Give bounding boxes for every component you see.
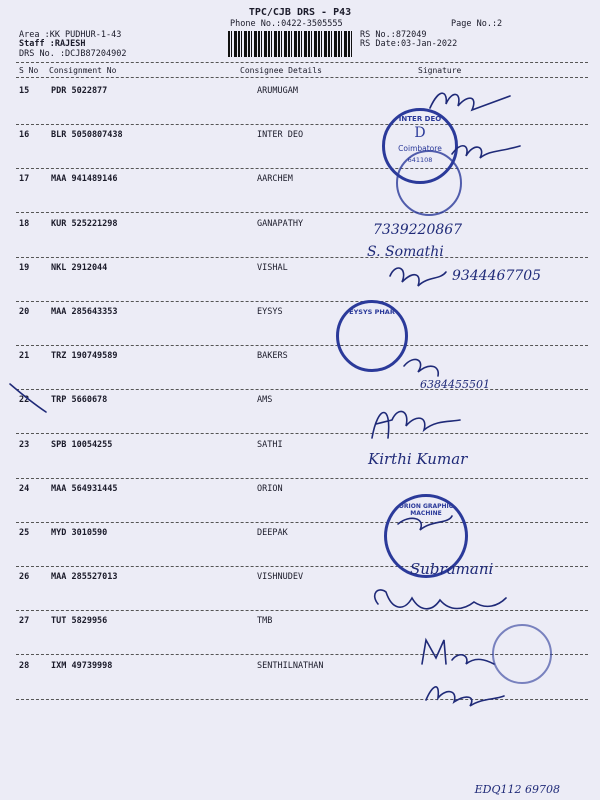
serial-number: 16 bbox=[19, 130, 30, 140]
consignee-name: VISHNUDEV bbox=[257, 572, 304, 582]
stamp-city: Coimbatore bbox=[398, 144, 442, 153]
consignee-name: AARCHEM bbox=[257, 174, 293, 184]
serial-number: 28 bbox=[19, 661, 30, 671]
bottom-reference: EDQ112 69708 bbox=[474, 783, 560, 796]
signature-visbal bbox=[390, 268, 446, 286]
consignee-name: GANAPATHY bbox=[257, 219, 304, 229]
handwritten-phone: 7339220867 bbox=[373, 222, 463, 238]
signature-ams bbox=[372, 411, 460, 438]
consignee-name: ORION bbox=[257, 484, 283, 494]
rs-number: RS No.:872049 bbox=[360, 30, 427, 40]
consignment-number: TUT 5829956 bbox=[51, 616, 108, 626]
consignment-number: IXM 49739998 bbox=[51, 661, 113, 671]
signature-orion bbox=[398, 516, 452, 530]
col-signature: Signature bbox=[418, 66, 462, 75]
consignee-name: SENTHILNATHAN bbox=[257, 661, 324, 671]
area-label: Area :KK PUDHUR-1-43 bbox=[19, 30, 122, 40]
col-consignment: Consignment No bbox=[49, 66, 117, 75]
serial-number: 23 bbox=[19, 440, 30, 450]
consignment-number: MAA 285643353 bbox=[51, 307, 118, 317]
serial-number: 18 bbox=[19, 219, 30, 229]
consignee-name: SATHI bbox=[257, 440, 283, 450]
serial-number: 27 bbox=[19, 616, 30, 626]
serial-number: 15 bbox=[19, 86, 30, 96]
consignment-number: MYD 3010590 bbox=[51, 528, 108, 538]
page-number: Page No.:2 bbox=[451, 19, 503, 29]
staff-label: Staff :RAJESH bbox=[19, 39, 86, 49]
serial-number: 20 bbox=[19, 307, 30, 317]
stamp-text: INTER DEO bbox=[398, 115, 442, 123]
signature-arumugam bbox=[430, 93, 510, 110]
drs-number: DRS No. :DCJB87204902 bbox=[19, 49, 127, 59]
consignee-name: INTER DEO bbox=[257, 130, 304, 140]
signature-vishnudev bbox=[375, 590, 506, 609]
margin-mark bbox=[10, 384, 46, 412]
handwritten-phone: 9344467705 bbox=[452, 268, 542, 284]
consignment-number: MAA 941489146 bbox=[51, 174, 118, 184]
serial-number: 17 bbox=[19, 174, 30, 184]
signature-interdeo bbox=[452, 146, 520, 158]
consignment-number: MAA 564931445 bbox=[51, 484, 118, 494]
consignment-number: MAA 285527013 bbox=[51, 572, 118, 582]
handwritten-phone: 6384455501 bbox=[420, 378, 490, 391]
phone-number: Phone No.:0422-3505555 bbox=[230, 19, 343, 29]
consignment-number: TRZ 190749589 bbox=[51, 351, 118, 361]
consignee-name: ARUMUGAM bbox=[257, 86, 298, 96]
serial-number: 22 bbox=[19, 395, 30, 405]
consignee-name: BAKERS bbox=[257, 351, 288, 361]
consignment-number: NKL 2912044 bbox=[51, 263, 108, 273]
consignment-number: PDR 5022877 bbox=[51, 86, 108, 96]
consignee-name: EYSYS bbox=[257, 307, 283, 317]
handwritten-name: Subramani bbox=[410, 560, 494, 578]
serial-number: 21 bbox=[19, 351, 30, 361]
signature-tmb bbox=[422, 640, 494, 664]
document-title: TPC/CJB DRS - P43 bbox=[248, 7, 352, 18]
consignment-number: KUR 525221298 bbox=[51, 219, 118, 229]
consignment-number: TRP 5660678 bbox=[51, 395, 108, 405]
serial-number: 24 bbox=[19, 484, 30, 494]
serial-number: 19 bbox=[19, 263, 30, 273]
stamp-letter: D bbox=[414, 125, 426, 141]
consignee-name: AMS bbox=[257, 395, 273, 405]
stamp-text: EYSYS PHAR bbox=[349, 308, 395, 316]
col-sno: S No bbox=[19, 66, 39, 75]
handwritten-name: Kirthi Kumar bbox=[368, 450, 468, 468]
consignee-name: TMB bbox=[257, 616, 273, 626]
consignee-name: DEEPAK bbox=[257, 528, 288, 538]
stamp-text: ORION GRAPHIC MACHINE bbox=[398, 503, 454, 517]
serial-number: 26 bbox=[19, 572, 30, 582]
col-consignee: Consignee Details bbox=[240, 66, 322, 75]
signature-bakers bbox=[404, 359, 438, 376]
consignee-name: VISHAL bbox=[257, 263, 288, 273]
stamp-pin: 641108 bbox=[407, 156, 433, 164]
serial-number: 25 bbox=[19, 528, 30, 538]
rs-date: RS Date:03-Jan-2022 bbox=[360, 39, 458, 49]
signature-senthilnathan bbox=[426, 687, 504, 706]
consignment-number: SPB 10054255 bbox=[51, 440, 113, 450]
handwritten-name: S. Somathi bbox=[367, 244, 444, 260]
consignment-number: BLR 5050807438 bbox=[51, 130, 123, 140]
